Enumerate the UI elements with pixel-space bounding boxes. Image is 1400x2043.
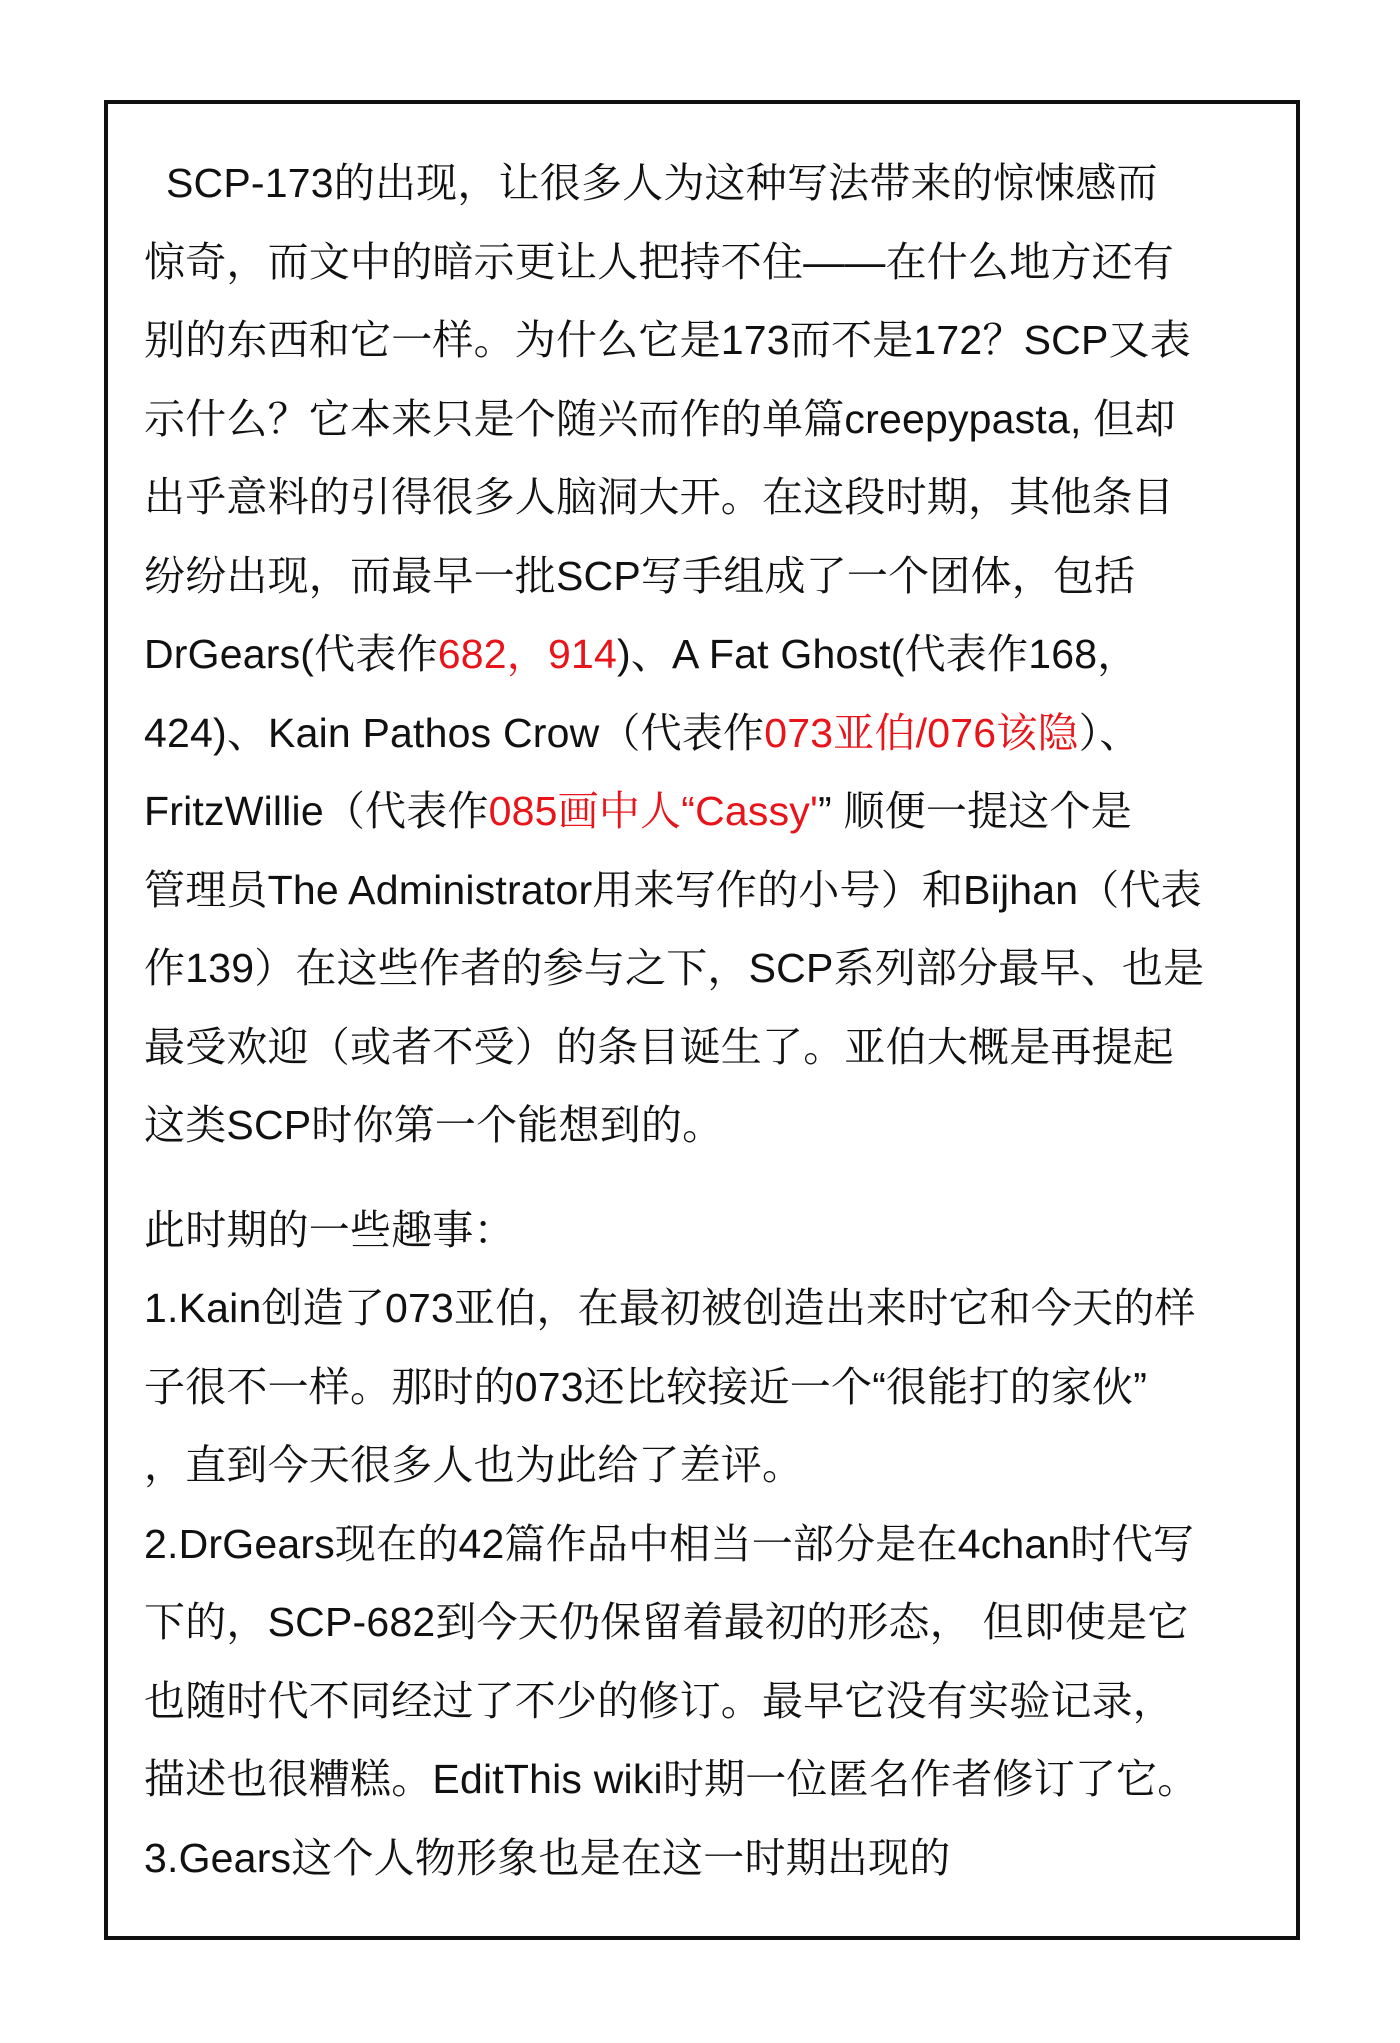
text-line — [144, 1191, 1294, 1270]
text-line — [144, 1740, 1294, 1819]
text-line — [144, 929, 1294, 1008]
text-line — [144, 1662, 1294, 1741]
text-line — [144, 1348, 1294, 1427]
highlighted-text: 085画中人“Cassy' — [488, 788, 819, 834]
paragraph — [144, 144, 1294, 1165]
highlighted-text: ， — [506, 631, 548, 677]
text-line — [144, 851, 1294, 930]
text-segment: SCP-173的出现，让很多人为这种写法带来的惊悚感而 — [166, 160, 1158, 206]
text-segment: ，直到今天很多人也为此给了差评。 — [144, 1442, 804, 1488]
text-segment: ” 顺便一提这个是 — [818, 788, 1132, 834]
text-line — [144, 458, 1294, 537]
document-frame — [104, 100, 1300, 1940]
text-line — [144, 223, 1294, 302]
text-line — [144, 1505, 1294, 1584]
text-segment: 这类SCP时你第一个能想到的。 — [144, 1102, 724, 1148]
text-segment: DrGears(代表作 — [144, 631, 438, 677]
text-line — [144, 1086, 1294, 1165]
text-segment: 最受欢迎（或者不受）的条目诞生了。亚伯大概是再提起 — [144, 1023, 1174, 1070]
text-segment: )、A Fat Ghost(代表作168， — [617, 631, 1139, 677]
text-line — [144, 301, 1294, 380]
document-body — [144, 144, 1294, 1897]
text-segment: 出乎意料的引得很多人脑洞大开。在这段时期，其他条目 — [144, 474, 1174, 520]
text-segment: 1.Kain创造了073亚伯，在最初被创造出来时它和今天的样 — [144, 1285, 1196, 1331]
text-line — [144, 1583, 1294, 1662]
text-segment: 纷纷出现，而最早一批SCP写手组成了一个团体，包括 — [144, 552, 1136, 599]
text-line — [144, 1269, 1294, 1348]
text-segment: 子很不一样。那时的073还比较接近一个“很能打的家伙” — [144, 1363, 1148, 1410]
text-line — [144, 615, 1294, 694]
text-segment: 别的东西和它一样。为什么它是173而不是172？SCP又表 — [144, 317, 1191, 363]
text-segment: 描述也很糟糕。EditThis wiki时期一位匿名作者修订了它。 — [144, 1756, 1199, 1802]
text-segment: 此时期的一些趣事： — [144, 1206, 515, 1253]
text-segment: 惊奇，而文中的暗示更让人把持不住——在什么地方还有 — [144, 238, 1174, 285]
text-segment: 作139）在这些作者的参与之下，SCP系列部分最早、也是 — [144, 945, 1205, 991]
text-segment: 下的，SCP-682到今天仍保留着最初的形态， 但即使是它 — [144, 1599, 1189, 1645]
text-line — [144, 144, 1294, 223]
text-segment: 2.DrGears现在的42篇作品中相当一部分是在4chan时代写 — [144, 1520, 1195, 1567]
text-line — [144, 380, 1294, 459]
text-line — [144, 1819, 1294, 1898]
text-line — [144, 694, 1294, 773]
text-segment: 示什么？它本来只是个随兴而作的单篇creepypasta, 但却 — [144, 395, 1176, 442]
paragraph — [144, 1191, 1294, 1898]
text-segment: 也随时代不同经过了不少的修订。最早它没有实验记录， — [144, 1677, 1174, 1724]
highlighted-text: 073亚伯/076该隐 — [764, 709, 1079, 756]
text-line — [144, 537, 1294, 616]
text-line — [144, 1008, 1294, 1087]
highlighted-text: 682 — [437, 631, 507, 677]
text-segment: 3.Gears这个人物形象也是在这一时期出现的 — [144, 1834, 951, 1881]
text-segment: FritzWillie（代表作 — [144, 788, 489, 834]
text-line — [144, 772, 1294, 851]
highlighted-text: 914 — [547, 631, 617, 677]
text-segment: ）、 — [1078, 709, 1141, 756]
text-segment: 管理员The Administrator用来写作的小号）和Bijhan（代表 — [144, 866, 1202, 913]
text-segment: 424)、Kain Pathos Crow（代表作 — [144, 709, 765, 756]
text-line — [144, 1426, 1294, 1505]
